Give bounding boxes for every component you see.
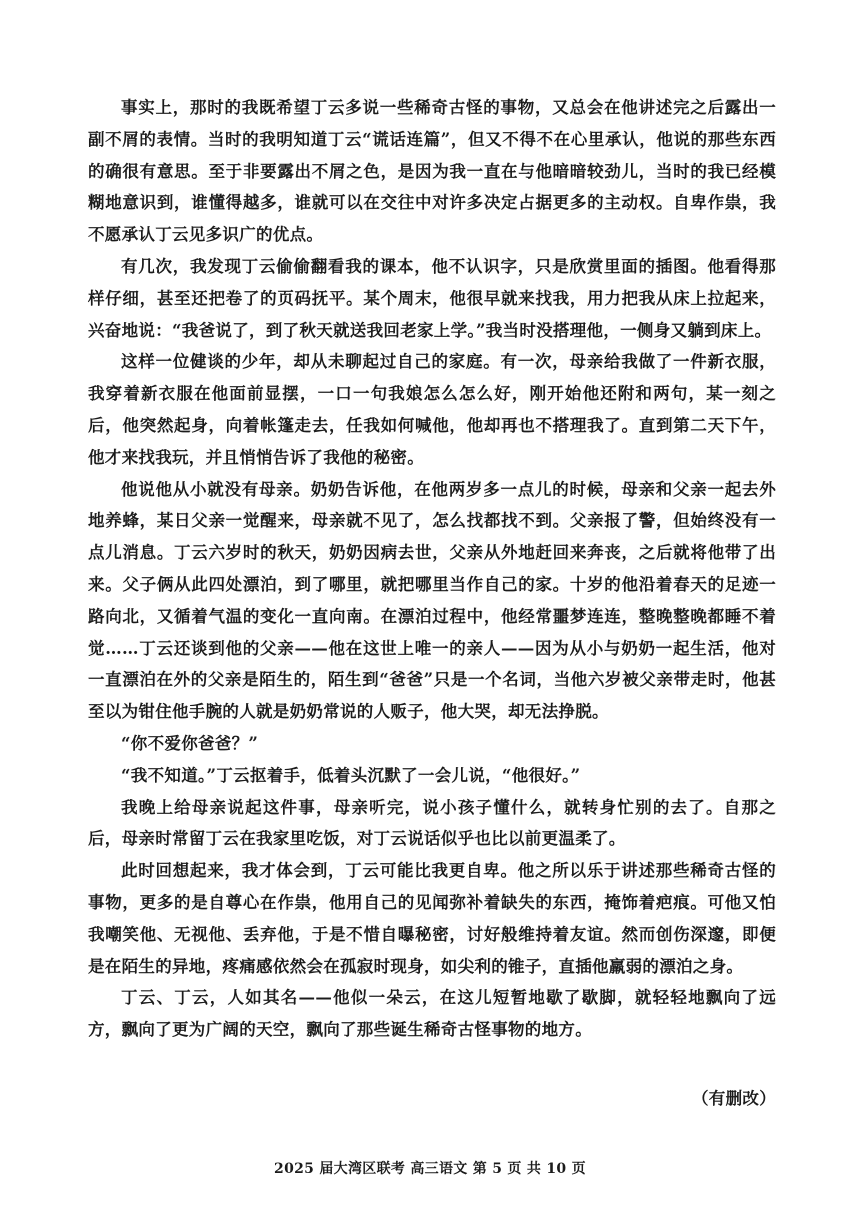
page-footer: 2025 届大湾区联考 高三语文 第 5 页 共 10 页 (274, 1161, 586, 1177)
paragraph: 丁云、丁云，人如其名——他似一朵云，在这儿短暂地歇了歇脚，就轻轻地飘向了远方，飘向了更为广阔的天空，飘向了那些诞生稀奇古怪事物的地方。 (88, 988, 776, 1040)
article-body (88, 92, 776, 1046)
paragraph: 事实上，那时的我既希望丁云多说一些稀奇古怪的事物，又总会在他讲述完之后露出一副不屑的表情。当时的我明知道丁云“谎话连篇”，但又不得不在心里承认，他说的那些东西的确很有意思。至于非要露出不屑之色，是因为我一直在与他暗暗较劲儿，当时的我已经模糊地意识到，谁懂得越多，谁就可以在交往中对许多决定占据更多的主动权。自卑作祟，我不愿承认丁云见多识广的优点。 (88, 98, 776, 245)
paragraph: 此时回想起来，我才体会到，丁云可能比我更自卑。他之所以乐于讲述那些稀奇古怪的事物，更多的是自尊心在作祟，他用自己的见闻弥补着缺失的东西，掩饰着疤痕。可他又怕我嘲笑他、无视他、丢弃他，于是不惜自曝秘密，讨好般维持着友谊。然而创伤深邃，即便是在陌生的异地，疼痛感依然会在孤寂时现身，如尖利的锥子，直插他羸弱的漂泊之身。 (88, 861, 776, 976)
dialogue-line: “我不知道。”丁云抠着手，低着头沉默了一会儿说，“他很好。” (121, 765, 581, 785)
paragraph: 我晚上给母亲说起这件事，母亲听完，说小孩子懂什么，就转身忙别的去了。自那之后，母亲时常留丁云在我家里吃饭，对丁云说话似乎也比以前更温柔了。 (88, 797, 776, 849)
source-note: （有删改） (692, 1089, 776, 1108)
paragraph: 这样一位健谈的少年，却从未聊起过自己的家庭。有一次，母亲给我做了一件新衣服，我穿着新衣服在他面前显摆，一口一句我娘怎么怎么好，刚开始他还附和两句，某一刻之后，他突然起身，向着帐篷走去，任我如何喊他，他却再也不搭理我了。直到第二天下午，他才来找我玩，并且悄悄告诉了我他的秘密。 (88, 352, 776, 467)
dialogue-line: “你不爱你爸爸？” (121, 733, 259, 753)
paragraph: 他说他从小就没有母亲。奶奶告诉他，在他两岁多一点儿的时候，母亲和父亲一起去外地养蜂，某日父亲一觉醒来，母亲就不见了，怎么找都找不到。父亲报了警，但始终没有一点儿消息。丁云六岁时的秋天，奶奶因病去世，父亲从外地赶回来奔丧，之后就将他带了出来。父子俩从此四处漂泊，到了哪里，就把哪里当作自己的家。十岁的他沿着春天的足迹一路向北，又循着气温的变化一直向南。在漂泊过程中，他经常噩梦连连，整晚整晚都睡不着觉……丁云还谈到他的父亲——他在这世上唯一的亲人——因为从小与奶奶一起生活，他对一直漂泊在外的父亲是陌生的，陌生到“爸爸”只是一个名词，当他六岁被父亲带走时，他甚至以为钳住他手腕的人就是奶奶常说的人贩子，他大哭，却无法挣脱。 (88, 479, 776, 722)
paragraph: 有几次，我发现丁云偷偷翻看我的课本，他不认识字，只是欣赏里面的插图。他看得那样仔细，甚至还把卷了的页码抚平。某个周末，他很早就来找我，用力把我从床上拉起来，兴奋地说：“我爸说了，到了秋天就送我回老家上学。”我当时没搭理他，一侧身又躺到床上。 (88, 256, 776, 340)
